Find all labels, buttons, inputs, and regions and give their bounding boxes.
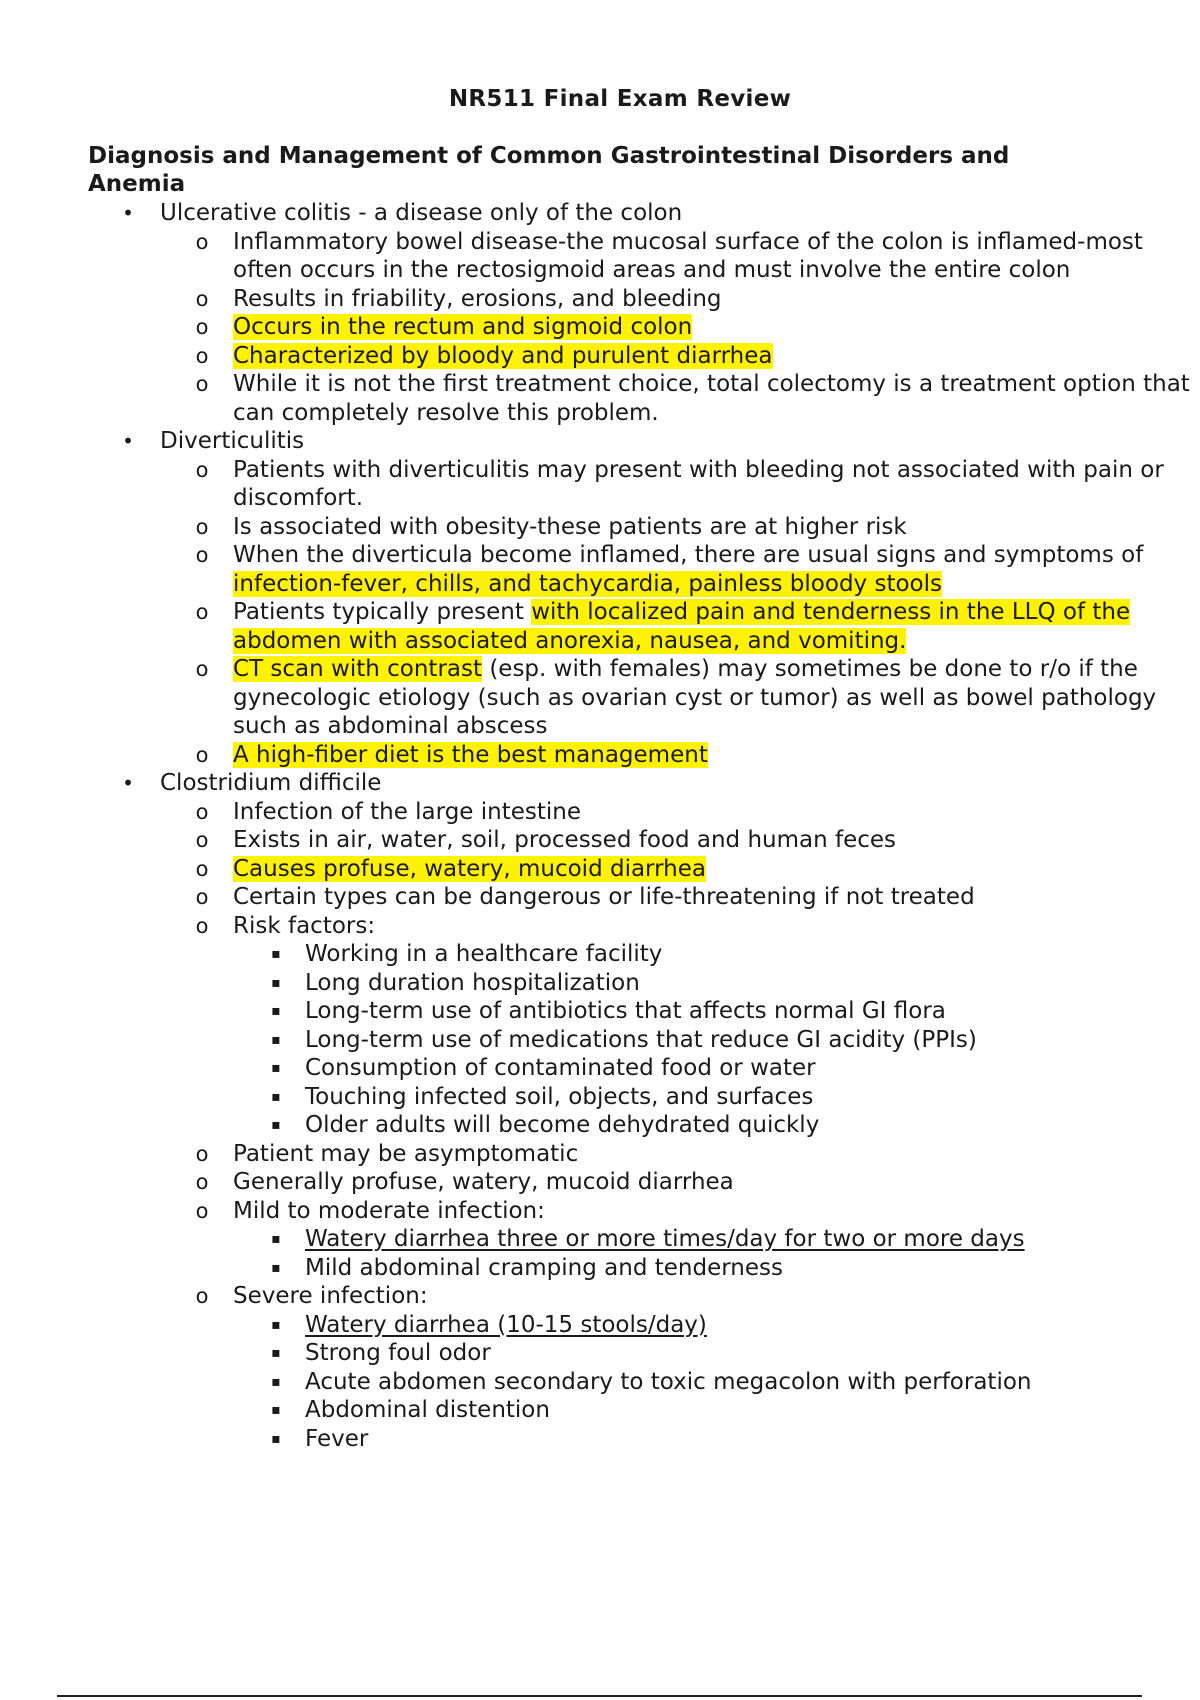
section-heading: Diagnosis and Management of Common Gastrointestinal Disorders and Anemia xyxy=(88,143,1010,197)
sub-bullet-marker: o xyxy=(195,828,209,852)
sub-bullet-marker: o xyxy=(195,913,209,938)
item-text: Long-term use of medications that reduce GI acidity (PPIs) xyxy=(305,1026,977,1053)
detail-item xyxy=(0,1425,1200,1454)
detail-item xyxy=(0,1111,1200,1140)
sub-bullet-item xyxy=(0,1168,1200,1197)
detail-item xyxy=(0,1254,1200,1283)
sub-bullet-item xyxy=(0,541,1200,598)
sub-bullet-marker: o xyxy=(195,1198,209,1223)
item-text: Long-term use of antibiotics that affects normal GI flora xyxy=(305,998,946,1024)
item-text: Patients with diverticulitis may present with bleeding not associated with pain or discomfort. xyxy=(233,456,1164,511)
topic-label: Diverticulitis xyxy=(160,428,305,454)
detail-item xyxy=(0,940,1200,969)
item-text: Consumption of contaminated food or water xyxy=(305,1055,816,1081)
item-text: Certain types can be dangerous or life-threatening if not treated xyxy=(233,884,975,910)
bullet-marker: • xyxy=(122,771,134,795)
highlighted-text: Characterized by bloody and purulent diarrhea xyxy=(233,342,773,369)
item-text: Patient may be asymptomatic xyxy=(233,1140,579,1167)
item-text: Generally profuse, watery, mucoid diarrhea xyxy=(233,1169,734,1195)
sub-bullet-item xyxy=(0,855,1200,884)
square-bullet-marker: ▪ xyxy=(271,1003,281,1019)
square-bullet-marker: ▪ xyxy=(271,1031,281,1048)
item-text: (esp. with females) may sometimes be done to r/o if the gynecologic etiology (such as ovarian cyst or tumor) as well as bowel pathology such as abdominal abscess xyxy=(233,656,1157,739)
sub-bullet-marker: o xyxy=(195,856,209,881)
square-bullet-marker: ▪ xyxy=(271,1259,281,1276)
item-text: Is associated with obesity-these patients are at higher risk xyxy=(233,513,907,540)
sub-bullet-item xyxy=(0,456,1200,513)
bullet-item xyxy=(0,769,1200,798)
detail-item xyxy=(0,1311,1200,1340)
sub-bullet-item xyxy=(0,741,1200,770)
sub-bullet-marker: o xyxy=(195,742,209,767)
detail-item xyxy=(0,1083,1200,1112)
item-text: While it is not the first treatment choice, total colectomy is a treatment option that can completely resolve this problem. xyxy=(233,371,1190,426)
item-text: Inflammatory bowel disease-the mucosal surface of the colon is inflamed-most often occurs in the rectosigmoid areas and must involve the entire colon xyxy=(233,228,1143,283)
sub-bullet-marker: o xyxy=(195,514,209,539)
item-text: Patients typically present xyxy=(233,599,532,625)
sub-bullet-marker: o xyxy=(195,343,209,368)
item-text: Results in friability, erosions, and bleeding xyxy=(233,285,722,312)
item-text: Abdominal distention xyxy=(305,1397,550,1423)
sub-bullet-item xyxy=(0,313,1200,342)
item-text: When the diverticula become inflamed, there are usual signs and symptoms of xyxy=(233,542,1144,568)
item-text: Severe infection: xyxy=(233,1283,428,1309)
square-bullet-marker: ▪ xyxy=(271,1373,281,1390)
outline-list xyxy=(0,199,1200,1453)
detail-item xyxy=(0,1368,1200,1397)
sub-bullet-marker: o xyxy=(195,1284,209,1308)
sub-bullet-item xyxy=(0,655,1200,741)
sub-bullet-marker: o xyxy=(195,286,209,311)
highlighted-text: Causes profuse, watery, mucoid diarrhea xyxy=(233,855,706,882)
detail-item xyxy=(0,1396,1200,1425)
item-text: Older adults will become dehydrated quickly xyxy=(305,1112,820,1138)
sub-bullet-item xyxy=(0,285,1200,314)
sub-bullet-marker: o xyxy=(195,657,209,681)
square-bullet-marker: ▪ xyxy=(271,1316,281,1333)
sub-bullet-item xyxy=(0,1140,1200,1169)
highlighted-text: infection-fever, chills, and tachycardia, painless bloody stools xyxy=(233,570,942,597)
sub-bullet-item xyxy=(0,598,1200,655)
sub-bullet-marker: o xyxy=(195,885,209,909)
bullet-marker: • xyxy=(122,429,134,453)
item-text: Strong foul odor xyxy=(305,1340,491,1366)
footer-divider xyxy=(57,1695,1142,1697)
sub-bullet-item xyxy=(0,370,1200,427)
item-text: Fever xyxy=(305,1425,369,1452)
highlighted-text: A high-fiber diet is the best management xyxy=(233,741,708,768)
sub-bullet-item xyxy=(0,1282,1200,1311)
topic-label: Clostridium difficile xyxy=(160,770,382,796)
sub-bullet-item xyxy=(0,883,1200,912)
topic-label: Ulcerative colitis - a disease only of the colon xyxy=(160,200,683,226)
sub-bullet-marker: o xyxy=(195,1141,209,1166)
square-bullet-marker: ▪ xyxy=(271,1402,281,1418)
item-text: Long duration hospitalization xyxy=(305,969,640,996)
detail-item xyxy=(0,997,1200,1026)
square-bullet-marker: ▪ xyxy=(271,1345,281,1361)
item-text: Watery diarrhea (10-15 stools/day) xyxy=(305,1311,707,1338)
sub-bullet-item xyxy=(0,513,1200,542)
item-text: Touching infected soil, objects, and surfaces xyxy=(305,1083,814,1110)
item-text: Acute abdomen secondary to toxic megacolon with perforation xyxy=(305,1368,1032,1395)
sub-bullet-marker: o xyxy=(195,799,209,824)
detail-item xyxy=(0,1026,1200,1055)
highlighted-text: CT scan with contrast xyxy=(233,656,483,682)
sub-bullet-item xyxy=(0,1197,1200,1226)
sub-bullet-marker: o xyxy=(195,372,209,396)
sub-bullet-marker: o xyxy=(195,229,209,254)
sub-bullet-marker: o xyxy=(195,543,209,567)
sub-bullet-item xyxy=(0,826,1200,855)
document-title: NR511 Final Exam Review xyxy=(448,86,792,112)
sub-bullet-item xyxy=(0,342,1200,371)
item-text: Mild abdominal cramping and tenderness xyxy=(305,1254,783,1281)
sub-bullet-item xyxy=(0,912,1200,941)
square-bullet-marker: ▪ xyxy=(271,1060,281,1076)
bullet-marker: • xyxy=(122,201,134,225)
sub-bullet-marker: o xyxy=(195,600,209,624)
square-bullet-marker: ▪ xyxy=(271,1117,281,1133)
detail-item xyxy=(0,1054,1200,1083)
bullet-item xyxy=(0,199,1200,228)
bullet-item xyxy=(0,427,1200,456)
square-bullet-marker: ▪ xyxy=(271,1231,281,1247)
item-text: Exists in air, water, soil, processed food and human feces xyxy=(233,827,897,853)
sub-bullet-marker: o xyxy=(195,315,209,339)
item-text: Risk factors: xyxy=(233,912,376,939)
detail-item xyxy=(0,1225,1200,1254)
square-bullet-marker: ▪ xyxy=(271,974,281,991)
square-bullet-marker: ▪ xyxy=(271,1430,281,1447)
square-bullet-marker: ▪ xyxy=(271,1088,281,1105)
sub-bullet-item xyxy=(0,228,1200,285)
item-text: Mild to moderate infection: xyxy=(233,1197,545,1224)
detail-item xyxy=(0,969,1200,998)
sub-bullet-marker: o xyxy=(195,457,209,482)
highlighted-text: Occurs in the rectum and sigmoid colon xyxy=(233,314,693,340)
square-bullet-marker: ▪ xyxy=(271,946,281,962)
sub-bullet-item xyxy=(0,798,1200,827)
highlighted-text: with localized pain and tenderness in the LLQ of the abdomen with associated anorexia, nausea, and vomiting. xyxy=(233,599,1131,654)
sub-bullet-marker: o xyxy=(195,1170,209,1194)
item-text: Infection of the large intestine xyxy=(233,798,582,825)
item-text: Working in a healthcare facility xyxy=(305,941,663,967)
item-text: Watery diarrhea three or more times/day for two or more days xyxy=(305,1226,1025,1252)
detail-item xyxy=(0,1339,1200,1368)
